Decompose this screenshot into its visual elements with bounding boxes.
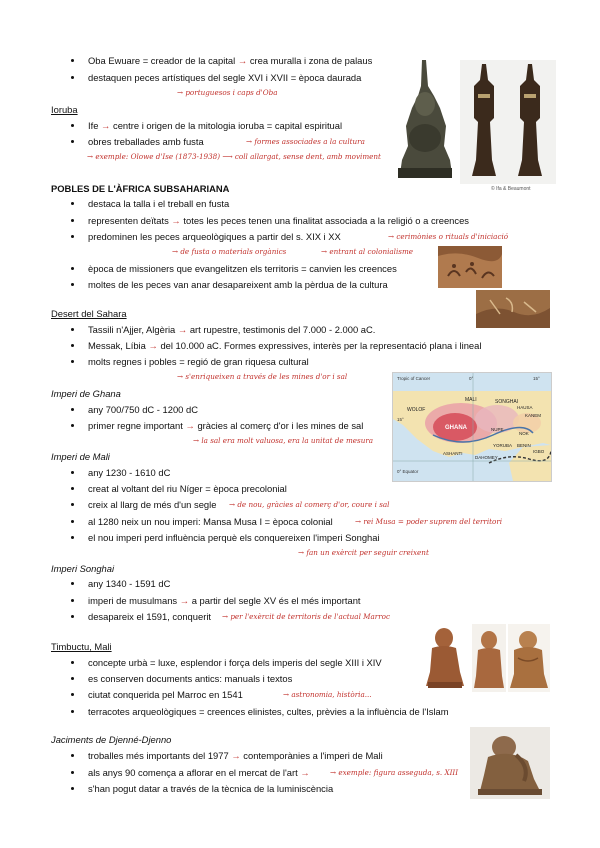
west-africa-map — [392, 372, 552, 482]
bullet — [71, 202, 74, 205]
section-heading: Ioruba — [51, 104, 78, 115]
list-item: representen deïtats → totes les peces tenen una finalitat associada a la religió o a creences — [88, 215, 469, 226]
list-item: Oba Ewuare = creador de la capital → crea muralla i zona de palaus — [88, 55, 373, 66]
map-label: BENIN — [517, 443, 531, 448]
list-item: destaca la talla i el treball en fusta — [88, 198, 230, 209]
map-label: ASHANTI — [443, 451, 463, 456]
list-item: terracotes arqueològiques = creences elinistes, cultes, prèvies a la influència de l'Islam — [88, 706, 449, 717]
terracotta-image — [508, 624, 550, 692]
list-item: al 1280 neix un nou imperi: Mansa Musa I = època colonial — [88, 516, 333, 527]
bullet — [71, 503, 74, 506]
bullet — [71, 615, 74, 618]
bullet — [71, 140, 74, 143]
terracotta-image — [472, 624, 506, 692]
map-label: GHANA — [445, 425, 467, 431]
map-label: KANEM — [525, 413, 542, 418]
bullet — [71, 283, 74, 286]
section-heading: Imperi de Ghana — [51, 388, 121, 399]
sculpture-image — [394, 56, 456, 182]
annotation: → de nou, gràcies al comerç d'or, coure i sal — [229, 500, 390, 509]
annotation: → astronomia, història... — [283, 690, 372, 699]
section-heading: Imperi Songhai — [51, 563, 115, 574]
map-label: NUPE — [491, 427, 504, 432]
list-item: als anys 90 comença a aflorar en el mercat de l'art → — [88, 767, 310, 778]
map-label: 0° — [469, 376, 474, 381]
bullet — [71, 693, 74, 696]
bullet — [71, 661, 74, 664]
list-item: creat al voltant del riu Níger = època precolonial — [88, 483, 287, 494]
list-item: ciutat conquerida pel Marroc en 1541 — [88, 689, 243, 700]
map-label: IGBO — [533, 449, 545, 454]
bullet — [71, 76, 74, 79]
section-heading: Desert del Sahara — [51, 308, 127, 319]
bullet — [71, 219, 74, 222]
annotation: → exemple: Olowe d'Ise (1873-1938) ⟶ coll allargat, sense dent, amb moviment — [87, 152, 381, 161]
map-label: HAUSA — [517, 405, 533, 410]
list-item: primer regne important → gràcies al comerç d'or i les mines de sal — [88, 420, 364, 431]
map-label: YORUBA — [493, 443, 513, 448]
bullet — [71, 536, 74, 539]
bullet — [71, 599, 74, 602]
section-heading: Jaciments de Djenné-Djenno — [51, 734, 172, 745]
map-label: DAHOMEY — [475, 455, 498, 460]
map-label: 15° — [533, 376, 540, 381]
image-caption: © Ifa & Beaumont — [491, 186, 531, 192]
bullet — [71, 771, 74, 774]
list-item: any 1340 - 1591 dC — [88, 578, 171, 589]
bullet — [71, 520, 74, 523]
list-item: concepte urbà = luxe, esplendor i força dels imperis del segle XIII i XIV — [88, 657, 382, 668]
bullet — [71, 344, 74, 347]
list-item: creix al llarg de més d'un segle — [88, 499, 217, 510]
rock-art-image — [438, 246, 502, 288]
list-item: desapareix el 1591, conquerit — [88, 611, 212, 622]
bullet — [71, 487, 74, 490]
list-item: any 1230 - 1610 dC — [88, 467, 171, 478]
annotation: → exemple: figura asseguda, s. XIII — [330, 768, 459, 777]
map-label: 15° — [397, 417, 404, 422]
map-label: MALI — [465, 397, 477, 403]
list-item: moltes de les peces van anar desapareixent amb la pèrdua de la cultura — [88, 279, 388, 290]
twin-figures-image — [460, 60, 556, 184]
list-item: Tassili n'Ajjer, Algèria → art rupestre, testimonis del 7.000 - 2.000 aC. — [88, 324, 376, 335]
bullet — [71, 235, 74, 238]
map-label: WOLOF — [407, 407, 426, 413]
annotation: → entrant al colonialisme — [321, 247, 414, 256]
section-heading: Timbuctu, Mali — [51, 641, 112, 652]
annotation: → cerimònies o rituals d'iniciació — [388, 232, 509, 241]
bullet — [71, 787, 74, 790]
bullet — [71, 677, 74, 680]
list-item: destaquen peces artístiques del segle XVI i XVII = època daurada — [88, 72, 362, 83]
list-item: troballes més importants del 1977 → contemporànies a l'imperi de Mali — [88, 750, 383, 761]
list-item: es conserven documents antics: manuals i textos — [88, 673, 293, 684]
annotation: → rei Musa = poder suprem del territori — [355, 517, 503, 526]
annotation: → per l'exèrcit de territoris de l'actual Marroc — [222, 612, 391, 621]
bullet — [71, 710, 74, 713]
list-item: el nou imperi perd influència perquè els conquereixen l'imperi Songhai — [88, 532, 380, 543]
section-heading: POBLES DE L'ÀFRICA SUBSAHARIANA — [51, 183, 230, 194]
annotation: → la sal era molt valuosa, era la unitat de mesura — [193, 436, 374, 445]
section-heading: Imperi de Mali — [51, 451, 110, 462]
bullet — [71, 424, 74, 427]
bullet — [71, 360, 74, 363]
bullet — [71, 267, 74, 270]
bullet — [71, 408, 74, 411]
bullet — [71, 754, 74, 757]
list-item: Messak, Líbia → del 10.000 aC. Formes expressives, interès per la representació plana i lineal — [88, 340, 482, 351]
annotation: → formes associades a la cultura — [246, 137, 365, 146]
list-item: any 700/750 dC - 1200 dC — [88, 404, 198, 415]
list-item: imperi de musulmans → a partir del segle XV és el més important — [88, 595, 361, 606]
list-item: molts regnes i pobles = regió de gran riquesa cultural — [88, 356, 309, 367]
bullet — [71, 471, 74, 474]
annotation: → s'enriqueixen a través de les mines d'or i sal — [177, 372, 348, 381]
annotation: → fan un exèrcit per seguir creixent — [298, 548, 429, 557]
rock-engraving-image — [476, 290, 550, 328]
map-label: 0° Equator — [397, 469, 419, 474]
terracotta-image — [422, 624, 468, 692]
map-label: NOK — [519, 431, 529, 436]
annotation: → portuguesos i caps d'Oba — [177, 88, 278, 97]
bullet — [71, 328, 74, 331]
list-item: Ife → centre i origen de la mitologia ioruba = capital espiritual — [88, 120, 343, 131]
map-label: SONGHAI — [495, 399, 519, 405]
bullet — [71, 124, 74, 127]
bullet — [71, 59, 74, 62]
seated-figure-image — [470, 727, 550, 799]
annotation: → de fusta o materials orgànics — [172, 247, 287, 256]
bullet — [71, 582, 74, 585]
list-item: obres treballades amb fusta — [88, 136, 204, 147]
list-item: època de missioners que evangelitzen els territoris = canvien les creences — [88, 263, 397, 274]
map-label: Tropic of Cancer — [397, 376, 431, 381]
list-item: predominen les peces arqueològiques a partir del s. XIX i XX — [88, 231, 341, 242]
list-item: s'han pogut datar a través de la tècnica de la luminiscència — [88, 783, 334, 794]
